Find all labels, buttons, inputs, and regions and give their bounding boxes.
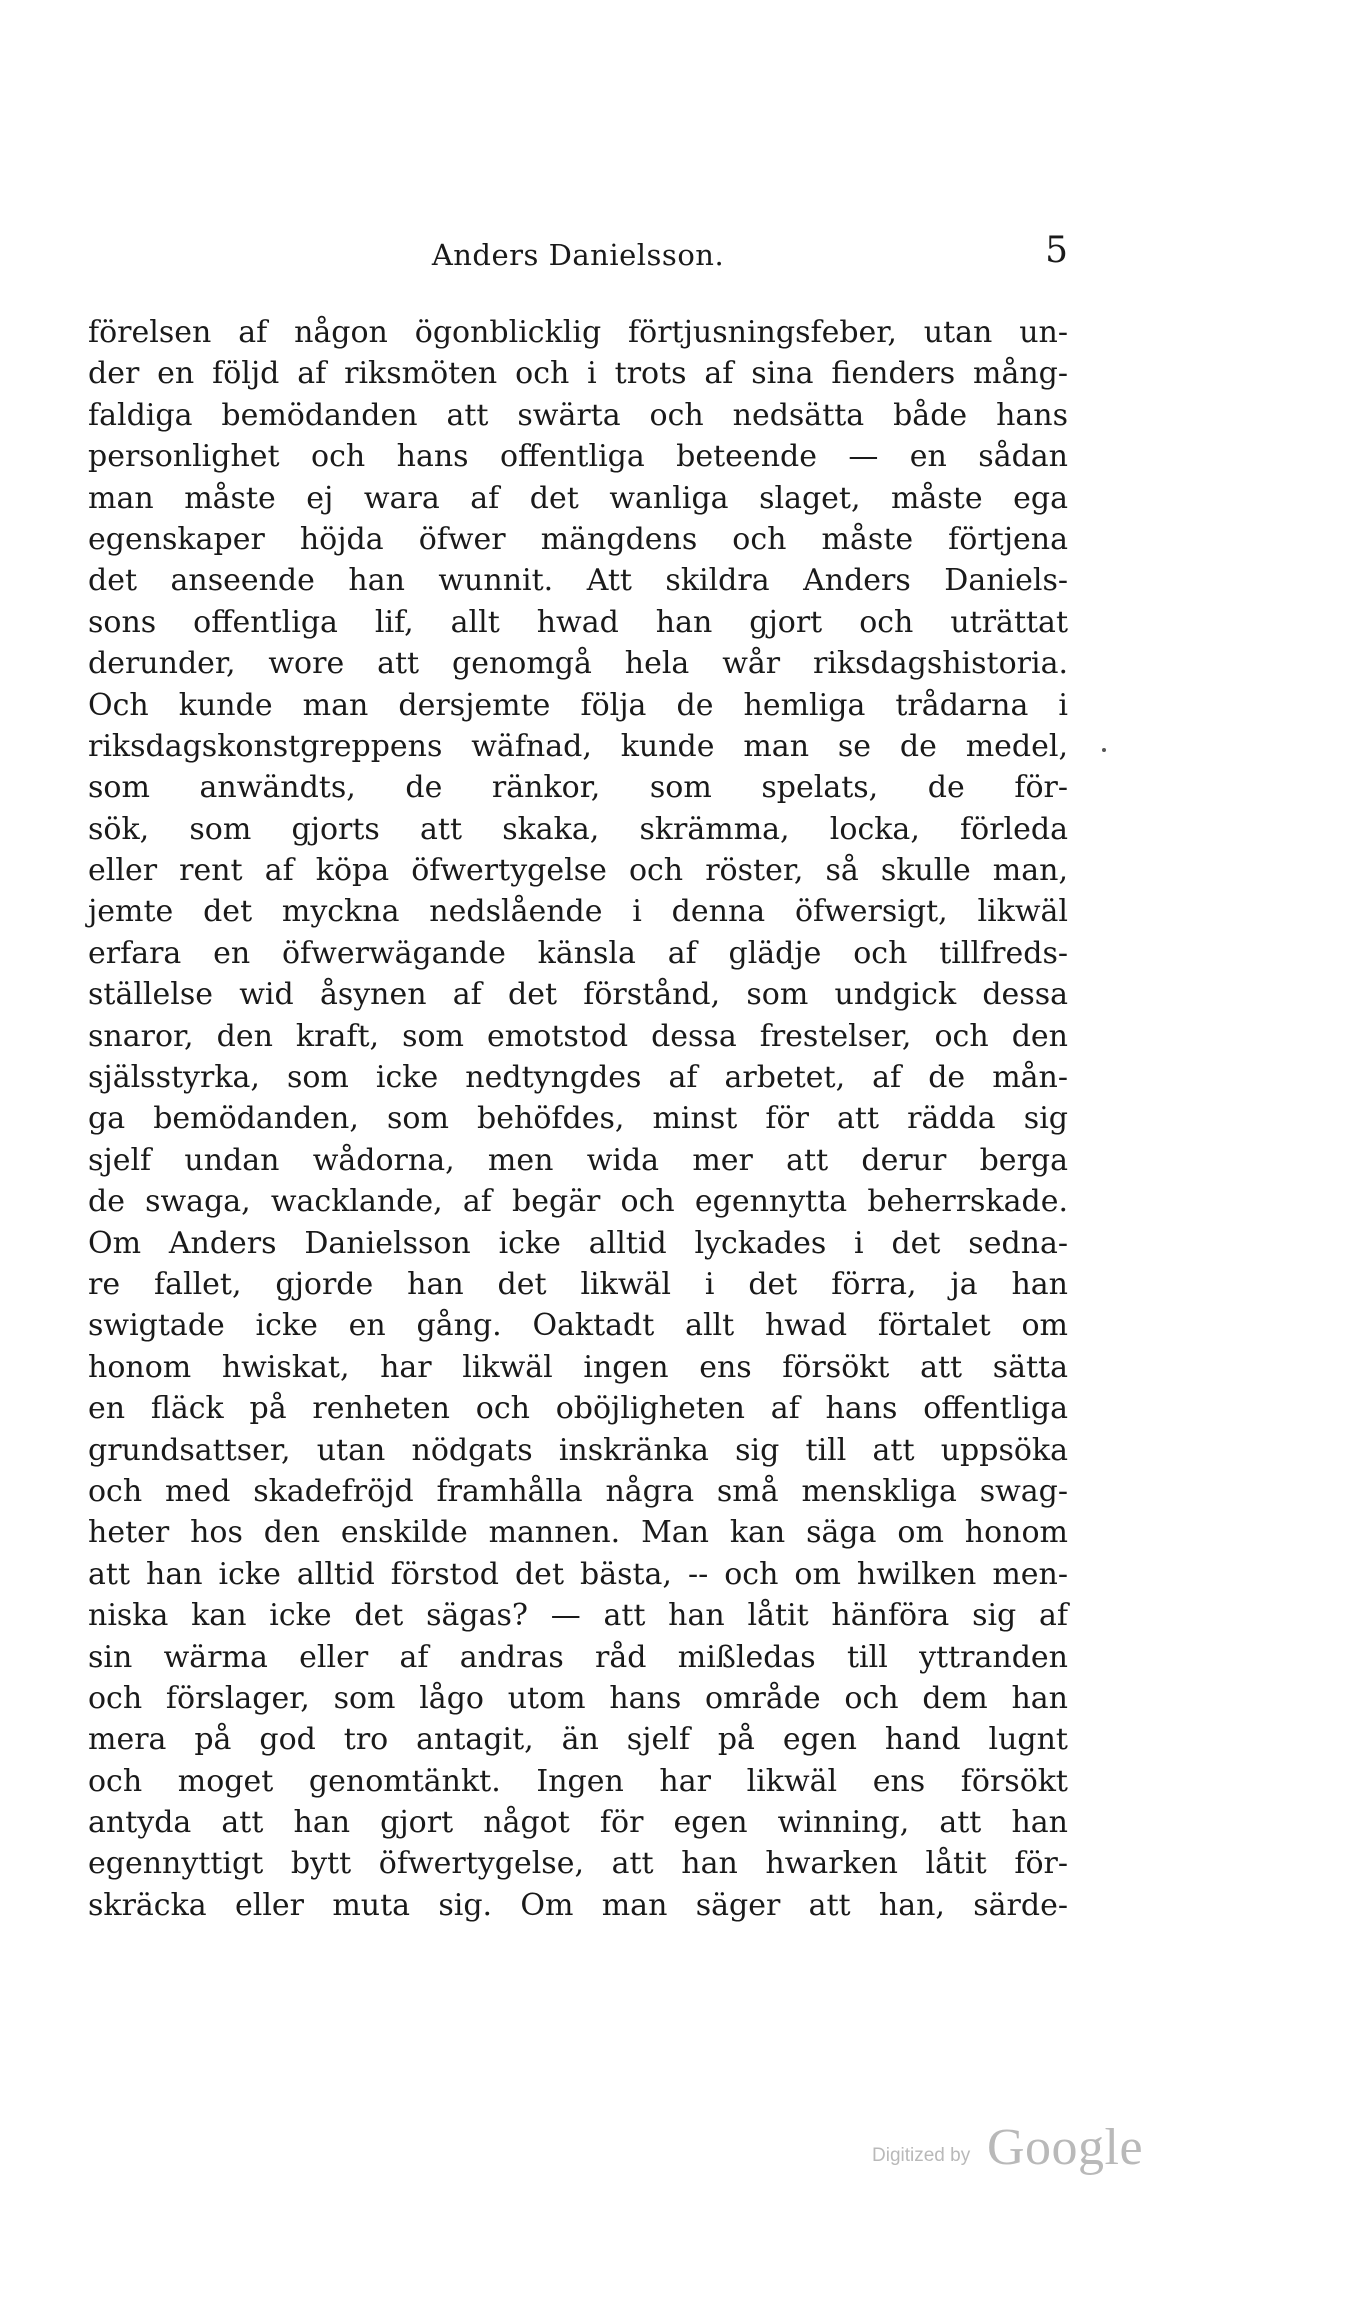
text-line: ga bemödanden, som behöfdes, minst för att rädda sig	[88, 1101, 1068, 1137]
text-line: snaror, den kraft, som emotstod dessa frestelser, och den	[88, 1018, 1068, 1054]
text-line: att han icke alltid förstod det bästa, -- och om hwilken men-	[88, 1556, 1068, 1592]
text-line: mera på god tro antagit, än sjelf på egen hand lugnt	[88, 1722, 1068, 1758]
text-line: Om Anders Danielsson icke alltid lyckades i det sedna-	[88, 1225, 1068, 1261]
text-line: antyda att han gjort något för egen winning, att han	[88, 1805, 1068, 1841]
body-text	[88, 312, 1068, 1926]
print-speck	[1102, 748, 1106, 752]
text-line: och med skadefröjd framhålla några små menskliga swag-	[88, 1473, 1068, 1509]
text-line: som anwändts, de ränkor, som spelats, de för-	[88, 770, 1068, 806]
text-line: re fallet, gjorde han det likwäl i det förra, ja han	[88, 1266, 1068, 1302]
google-watermark: Google	[987, 2119, 1144, 2176]
text-line: Och kunde man dersjemte följa de hemliga trådarna i	[88, 687, 1068, 723]
text-line: jemte det myckna nedslående i denna öfwersigt, likwäl	[88, 894, 1068, 930]
page-number: 5	[1045, 230, 1068, 271]
text-line: faldiga bemödanden att swärta och nedsätta både hans	[88, 397, 1068, 433]
running-head	[88, 230, 1068, 278]
text-line: grundsattser, utan nödgats inskränka sig till att uppsöka	[88, 1432, 1068, 1468]
text-line: det anseende han wunnit. Att skildra Anders Daniels-	[88, 563, 1068, 599]
text-line: derunder, wore att genomgå hela wår riksdagshistoria.	[88, 646, 1068, 682]
text-line: sons offentliga lif, allt hwad han gjort och uträttat	[88, 604, 1068, 640]
text-line: och moget genomtänkt. Ingen har likwäl ens försökt	[88, 1763, 1068, 1799]
text-line: egenskaper höjda öfwer mängdens och måste förtjena	[88, 521, 1068, 557]
text-line: der en följd af riksmöten och i trots af sina fienders mång-	[88, 356, 1068, 392]
text-line: heter hos den enskilde mannen. Man kan säga om honom	[88, 1515, 1068, 1551]
text-line: swigtade icke en gång. Oaktadt allt hwad förtalet om	[88, 1308, 1068, 1344]
text-line: egennyttigt bytt öfwertygelse, att han hwarken låtit för-	[88, 1846, 1068, 1882]
text-line: man måste ej wara af det wanliga slaget, måste ega	[88, 480, 1068, 516]
text-line: personlighet och hans offentliga beteende — en sådan	[88, 439, 1068, 475]
text-line: sjelf undan wådorna, men wida mer att derur berga	[88, 1142, 1068, 1178]
running-title: Anders Danielsson.	[431, 238, 725, 272]
digitized-by-label: Digitized by	[872, 2145, 971, 2166]
text-line: och förslager, som lågo utom hans område och dem han	[88, 1680, 1068, 1716]
text-line: ställelse wid åsynen af det förstånd, som undgick dessa	[88, 977, 1068, 1013]
text-line: själsstyrka, som icke nedtyngdes af arbetet, af de mån-	[88, 1060, 1068, 1096]
text-line: skräcka eller muta sig. Om man säger att han, särde-	[88, 1887, 1068, 1923]
text-line: niska kan icke det sägas? — att han låtit hänföra sig af	[88, 1598, 1068, 1634]
text-line: de swaga, wacklande, af begär och egennytta beherrskade.	[88, 1184, 1068, 1220]
text-line: sök, som gjorts att skaka, skrämma, locka, förleda	[88, 811, 1068, 847]
text-line: erfara en öfwerwägande känsla af glädje och tillfreds-	[88, 935, 1068, 971]
text-line: riksdagskonstgreppens wäfnad, kunde man se de medel,	[88, 728, 1068, 764]
text-line: förelsen af någon ögonblicklig förtjusningsfeber, utan un-	[88, 315, 1068, 350]
text-line: en fläck på renheten och oböjligheten af hans offentliga	[88, 1391, 1068, 1427]
text-line: eller rent af köpa öfwertygelse och röster, så skulle man,	[88, 853, 1068, 889]
text-line: sin wärma eller af andras råd mißledas till yttranden	[88, 1639, 1068, 1675]
text-line: honom hwiskat, har likwäl ingen ens försökt att sätta	[88, 1349, 1068, 1385]
